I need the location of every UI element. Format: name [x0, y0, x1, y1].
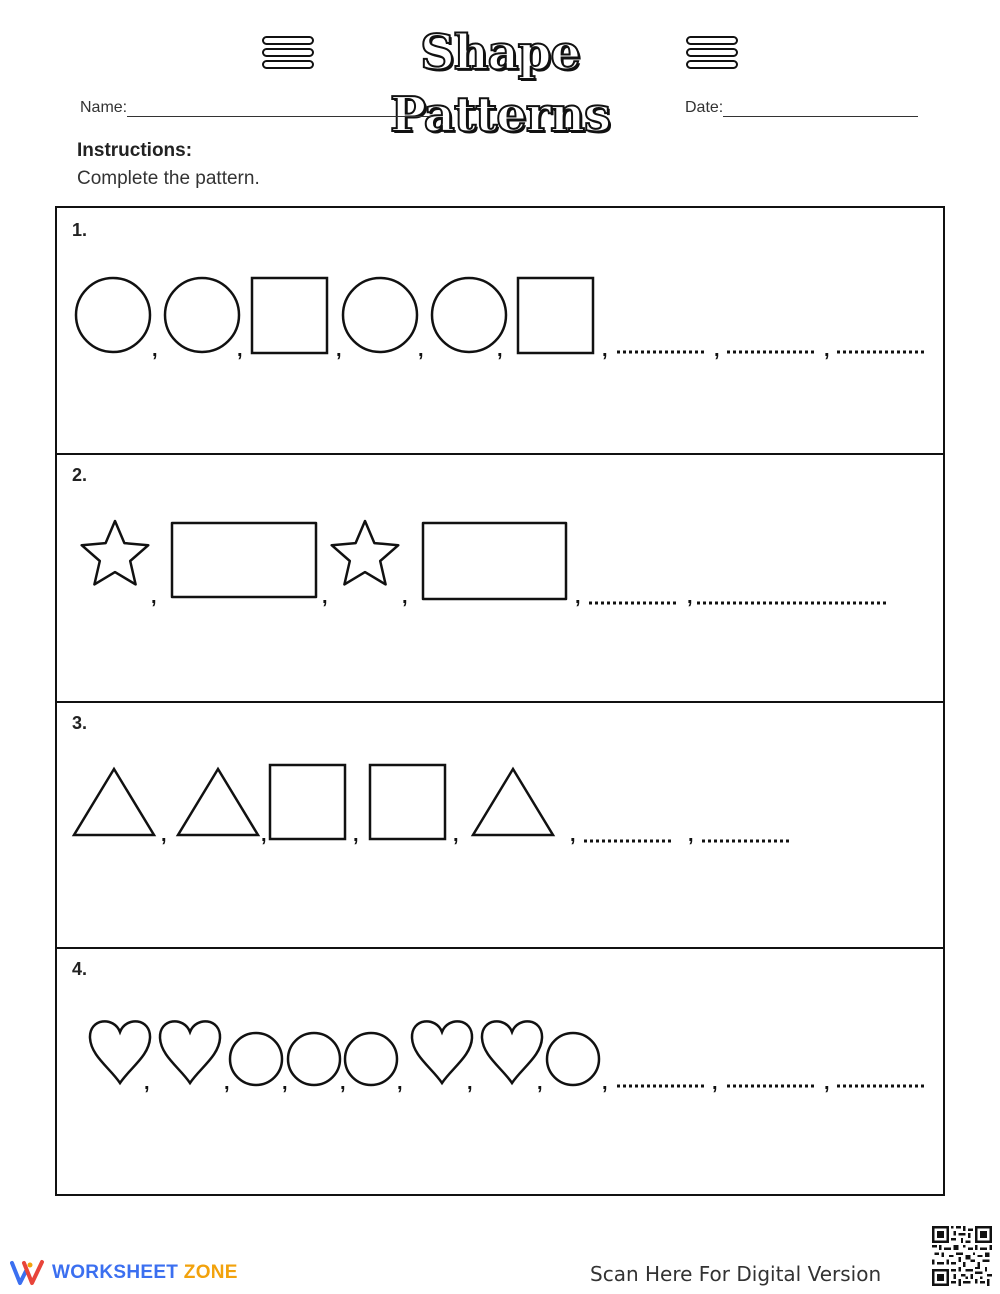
comma: , — [824, 339, 830, 361]
comma: , — [570, 824, 576, 846]
comma: , — [237, 339, 243, 361]
circle-shape-icon — [288, 1033, 340, 1085]
page-title: Shape Patterns — [390, 25, 610, 143]
rectangle-shape-icon — [172, 523, 316, 597]
comma: , — [453, 824, 459, 846]
heart-shape-icon — [482, 1021, 542, 1083]
circle-shape-icon — [432, 278, 506, 352]
problem-4 — [57, 947, 943, 1194]
comma: , — [161, 824, 167, 846]
comma: , — [397, 1072, 403, 1094]
date-label: Date: — [685, 99, 724, 116]
square-shape-icon — [518, 278, 593, 353]
comma: , — [144, 1072, 150, 1094]
comma: , — [402, 586, 408, 608]
comma: , — [497, 339, 503, 361]
title-decoration-left-icon — [262, 36, 314, 70]
comma: , — [824, 1072, 830, 1094]
problem-number: 2. — [72, 465, 88, 485]
circle-shape-icon — [345, 1033, 397, 1085]
comma: , — [322, 586, 328, 608]
comma: , — [575, 586, 581, 608]
problems-container — [55, 206, 945, 1196]
circle-shape-icon — [547, 1033, 599, 1085]
comma: , — [353, 824, 359, 846]
scan-instruction: Scan Here For Digital Version — [590, 1262, 882, 1286]
problem-1 — [57, 208, 943, 455]
problem-number: 3. — [72, 713, 88, 733]
star-shape-icon — [82, 521, 149, 584]
triangle-shape-icon — [473, 769, 553, 835]
instructions-text: Complete the pattern. — [77, 168, 260, 189]
comma: , — [712, 1072, 718, 1094]
circle-shape-icon — [230, 1033, 282, 1085]
comma: , — [282, 1072, 288, 1094]
comma: , — [224, 1072, 230, 1094]
name-label: Name: — [80, 99, 128, 116]
heart-shape-icon — [412, 1021, 472, 1083]
heart-shape-icon — [90, 1021, 150, 1083]
triangle-shape-icon — [178, 769, 258, 835]
comma: , — [537, 1072, 543, 1094]
comma: , — [688, 824, 694, 846]
comma: , — [467, 1072, 473, 1094]
problem-3 — [57, 701, 943, 949]
comma: , — [687, 586, 693, 608]
qr-code-icon[interactable] — [932, 1226, 992, 1286]
date-field[interactable] — [685, 98, 918, 117]
problem-2 — [57, 453, 943, 703]
square-shape-icon — [370, 765, 445, 839]
circle-shape-icon — [76, 278, 150, 352]
brand-logo-group — [10, 1258, 238, 1288]
circle-shape-icon — [165, 278, 239, 352]
problem-4-pattern — [57, 947, 943, 1194]
comma: , — [602, 1072, 608, 1094]
square-shape-icon — [270, 765, 345, 839]
comma: , — [151, 586, 157, 608]
problem-3-pattern — [57, 701, 943, 947]
worksheet-zone-logo-icon — [10, 1259, 46, 1287]
comma: , — [418, 339, 424, 361]
circle-shape-icon — [343, 278, 417, 352]
name-input-line[interactable] — [127, 98, 432, 117]
comma: , — [340, 1072, 346, 1094]
brand-name-part1: WORKSHEET — [52, 1262, 179, 1283]
rectangle-shape-icon — [423, 523, 566, 599]
problem-number: 4. — [72, 959, 88, 979]
brand-name-part2: ZONE — [183, 1262, 238, 1283]
problem-1-pattern — [57, 208, 943, 453]
square-shape-icon — [252, 278, 327, 353]
date-input-line[interactable] — [723, 98, 918, 117]
title-decoration-right-icon — [686, 36, 738, 70]
comma: , — [152, 339, 158, 361]
instructions-heading: Instructions: — [77, 140, 193, 161]
problem-number: 1. — [72, 220, 88, 240]
problem-2-pattern — [57, 453, 943, 701]
star-shape-icon — [332, 521, 399, 584]
triangle-shape-icon — [74, 769, 154, 835]
comma: , — [714, 339, 720, 361]
heart-shape-icon — [160, 1021, 220, 1083]
comma: , — [261, 824, 267, 846]
comma: , — [602, 339, 608, 361]
name-field[interactable] — [80, 98, 432, 117]
comma: , — [336, 339, 342, 361]
